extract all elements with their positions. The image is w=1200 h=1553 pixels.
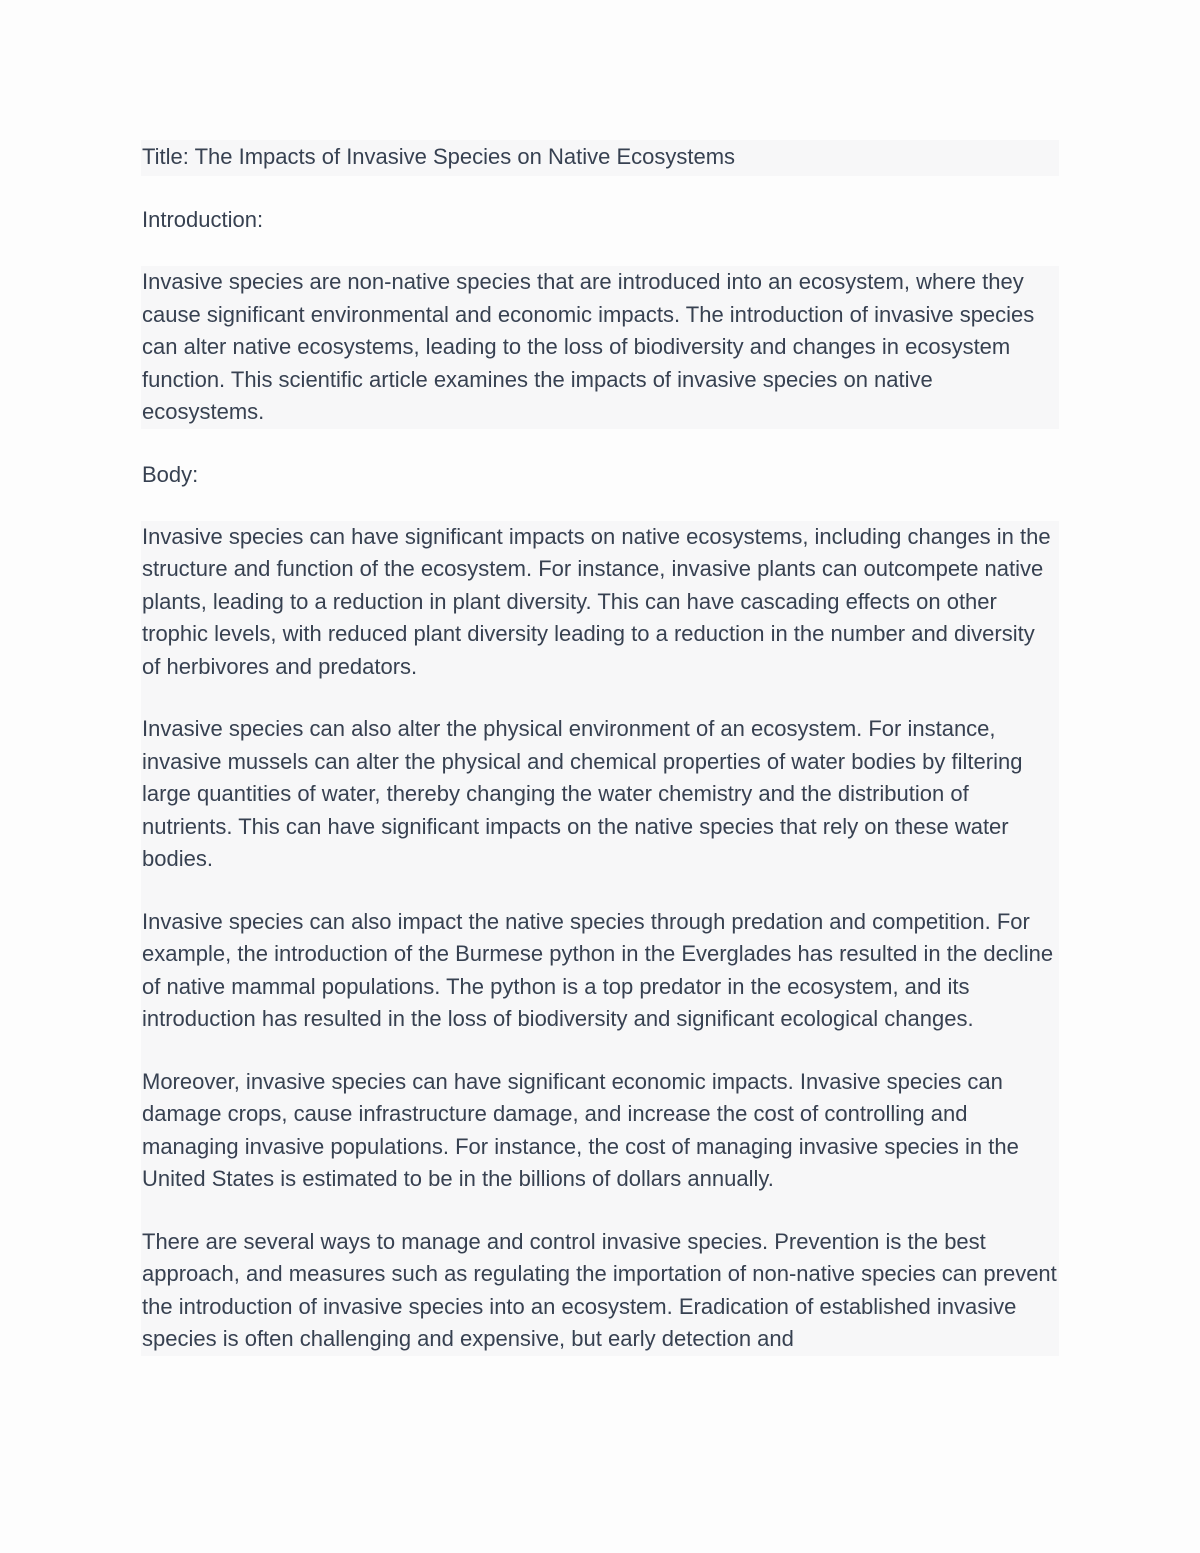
body-paragraph: Invasive species can also impact the native species through predation and competition. For example, the introduction of the Burmese python in the Everglades has resulted in the decline of native mammal populations. The python is a top predator in the ecosystem, and its introduction has resulted in the loss of biodiversity and significant ecological changes. xyxy=(142,908,1054,1031)
body-paragraph: Invasive species can have significant impacts on native ecosystems, including changes in the structure and function of the ecosystem. For instance, invasive plants can outcompete native plants, leading to a reduction in plant diversity. This can have cascading effects on other trophic levels, with reduced plant diversity leading to a reduction in the number and diversity of herbivores and predators. xyxy=(142,523,1051,679)
body-paragraph: Moreover, invasive species can have significant economic impacts. Invasive species can damage crops, cause infrastructure damage, and increase the cost of controlling and managing invasive populations. For instance, the cost of managing invasive species in the United States is estimated to be in the billions of dollars annually. xyxy=(142,1068,1019,1191)
introduction-heading: Introduction: xyxy=(142,207,264,232)
body-heading: Body: xyxy=(142,461,199,487)
document-page xyxy=(141,140,1059,1356)
body-paragraph: Invasive species can also alter the physical environment of an ecosystem. For instance, invasive mussels can alter the physical and chemical properties of water bodies by filtering large quantities of water, thereby changing the water chemistry and the distribution of nutrients. This can have significant impacts on the native species that rely on these water bodies. xyxy=(142,716,1023,871)
body-paragraph: There are several ways to manage and control invasive species. Prevention is the best approach, and measures such as regulating the importation of non-native species can prevent the introduction of invasive species into an ecosystem. Eradication of established invasive species is often challenging and expensive, but early detection and xyxy=(142,1228,1057,1351)
body-section xyxy=(141,521,1059,1356)
document-title: Title: The Impacts of Invasive Species on Native Ecosystems xyxy=(141,140,1059,176)
introduction-paragraph: Invasive species are non-native species that are introduced into an ecosystem, where they cause significant environmental and economic impacts. The introduction of invasive species can alter native ecosystems, leading to the loss of biodiversity and changes in ecosystem function. This scientific article examines the impacts of invasive species on native ecosystems. xyxy=(141,266,1059,429)
